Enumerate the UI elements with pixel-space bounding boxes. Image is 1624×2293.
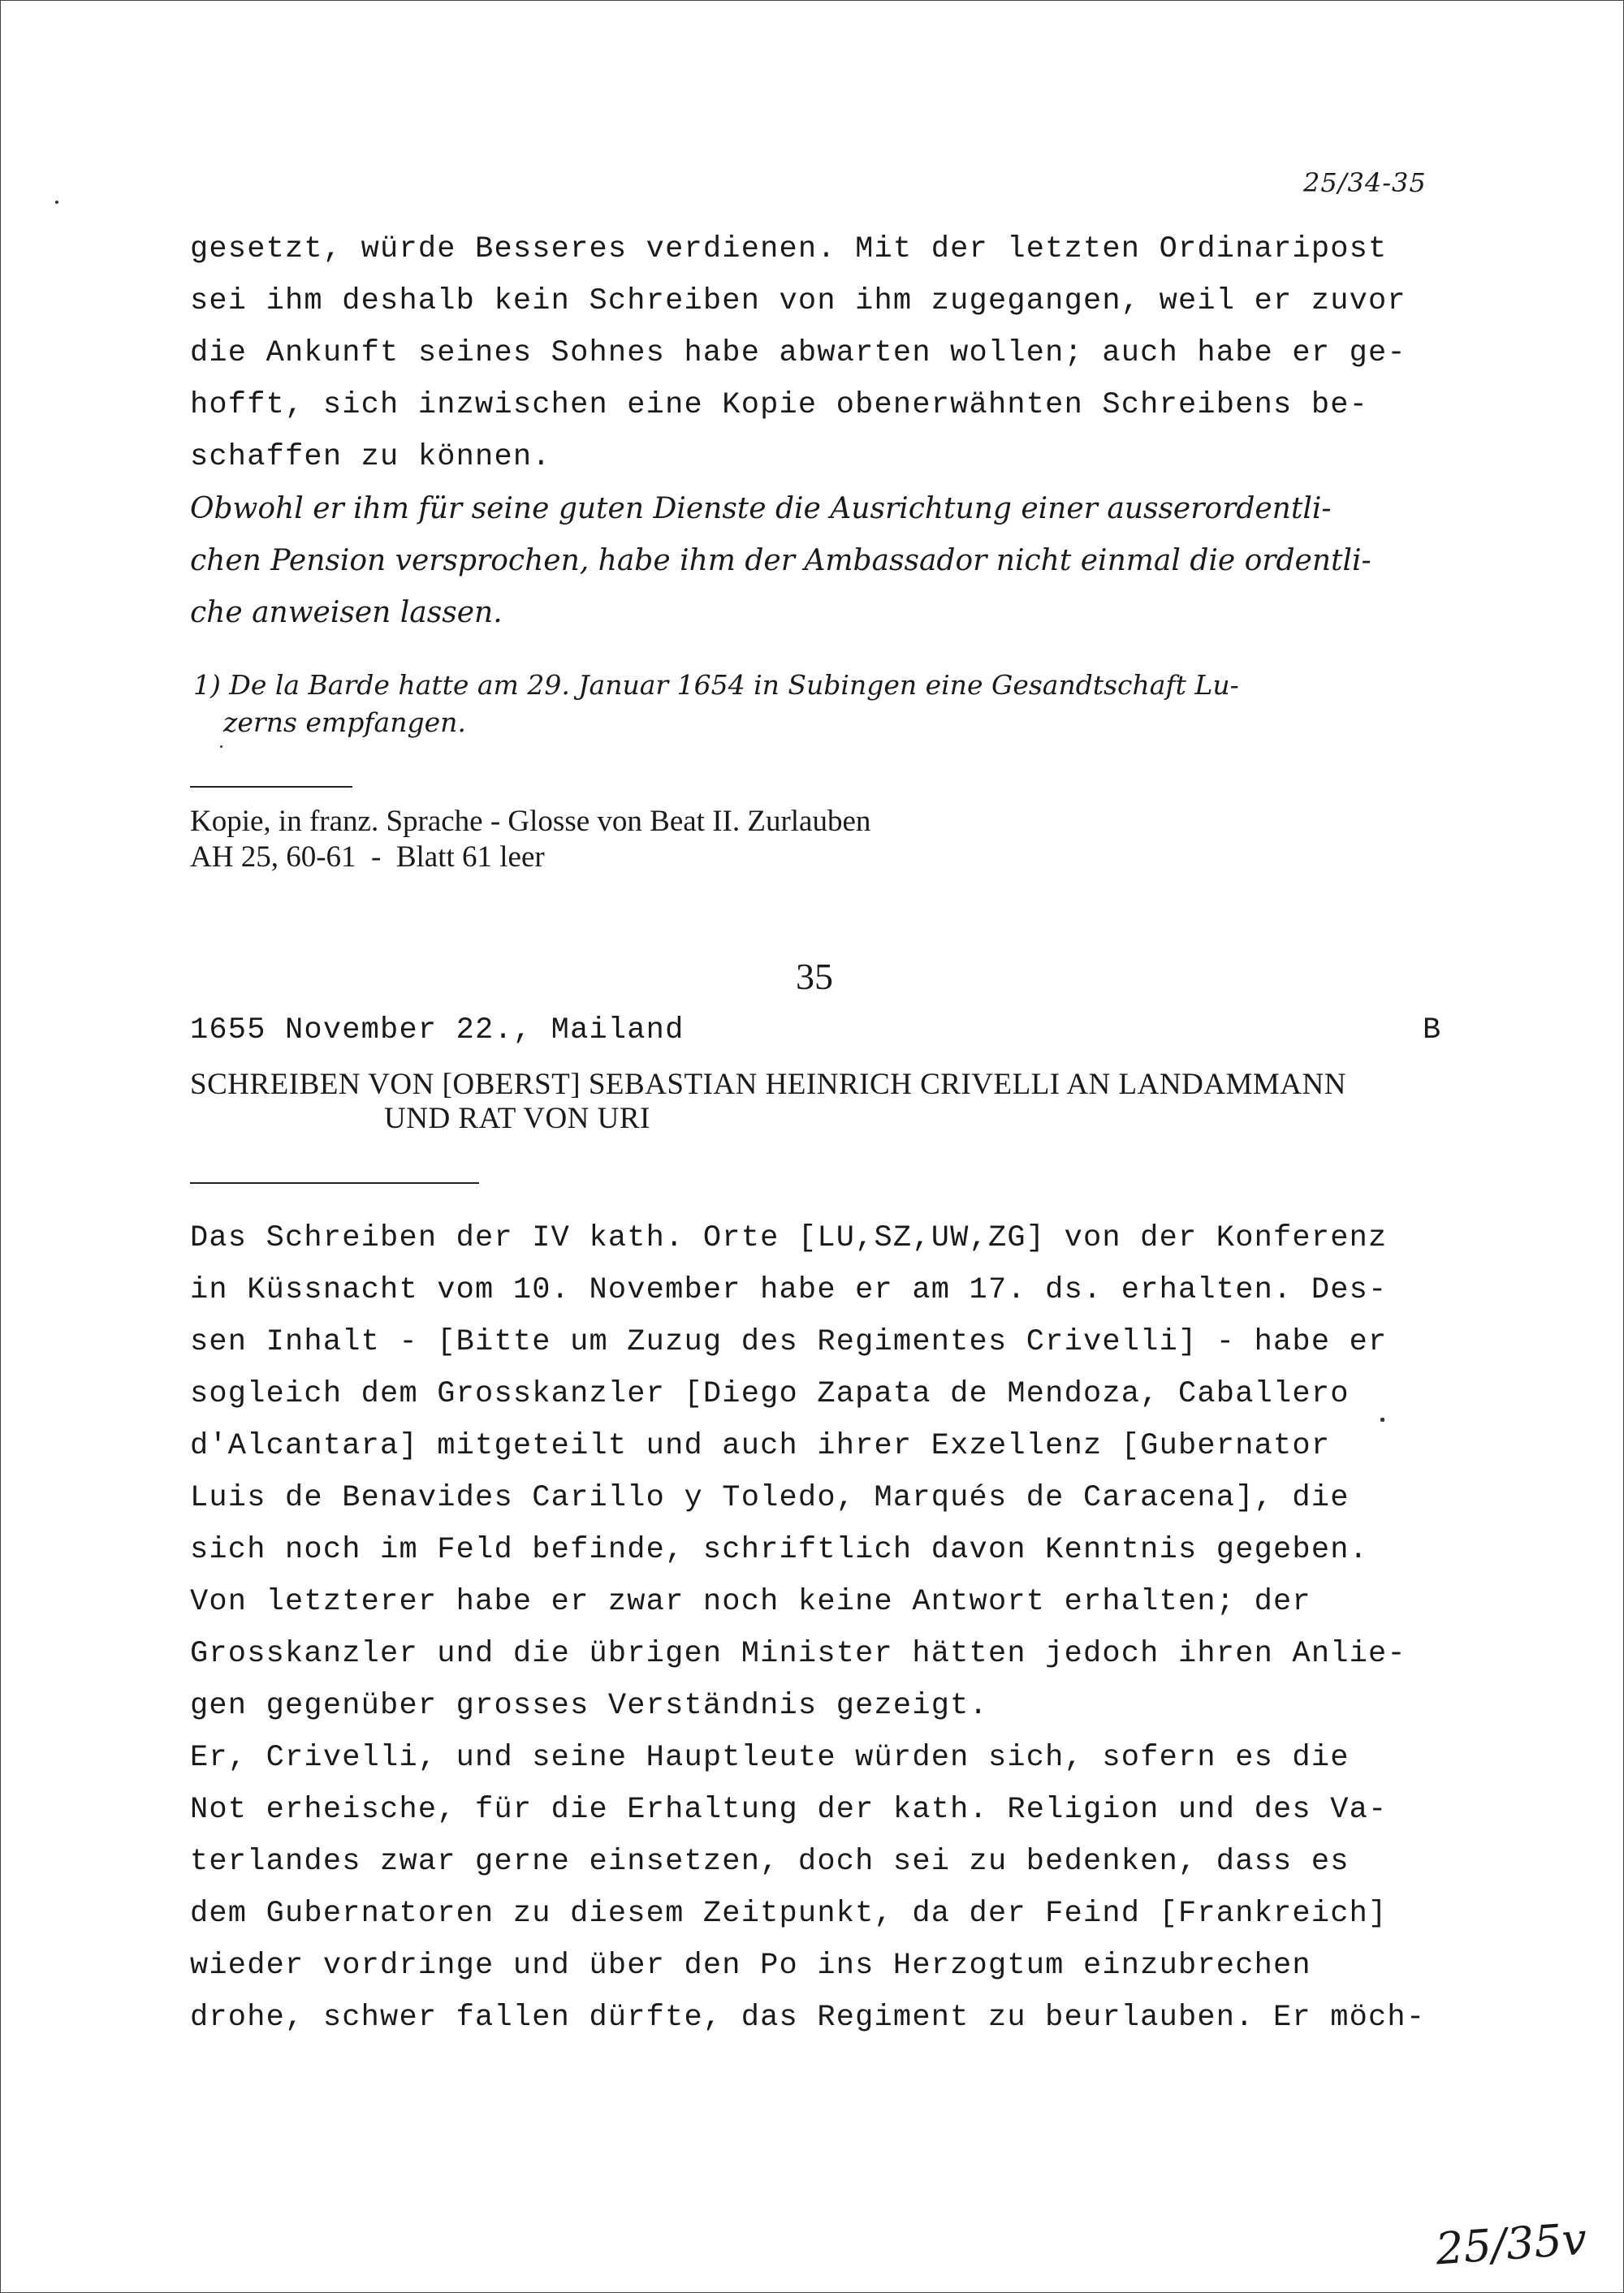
text-line: gen gegenüber grosses Verständnis gezeigt. xyxy=(190,1689,988,1723)
text-line: schaffen zu können. xyxy=(190,440,551,474)
footnote-line: zerns empfangen. xyxy=(223,706,466,738)
text-line: wieder vordringe und über den Po ins Herzogtum einzubrechen xyxy=(190,1949,1311,1983)
text-line: in Küssnacht vom 10. November habe er am 17. ds. erhalten. Des- xyxy=(190,1273,1388,1307)
text-line: Not erheische, für die Erhaltung der kath. Religion und des Va- xyxy=(190,1793,1388,1827)
document-code: B xyxy=(1423,1013,1442,1047)
text-line: drohe, schwer fallen dürfte, das Regiment zu beurlauben. Er möch- xyxy=(190,2001,1426,2035)
text-line: Das Schreiben der IV kath. Orte [LU,SZ,UW,ZG] von der Konferenz xyxy=(190,1221,1388,1255)
margin-speck xyxy=(55,201,58,204)
text-line: sogleich dem Grosskanzler [Diego Zapata de Mendoza, Caballero xyxy=(190,1377,1350,1411)
italic-line: Obwohl er ihm für seine guten Dienste die Ausrichtung einer ausserordentli- xyxy=(190,492,1332,525)
source-line: AH 25, 60-61 - Blatt 61 leer xyxy=(190,840,545,874)
handwritten-page-reference: 25/35v xyxy=(1434,2213,1589,2275)
document-number: 35 xyxy=(796,956,833,997)
text-line: sei ihm deshalb kein Schreiben von ihm zugegangen, weil er zuvor xyxy=(190,284,1406,318)
date-place: 1655 November 22., Mailand xyxy=(190,1013,685,1047)
text-line: gesetzt, würde Besseres verdienen. Mit der letzten Ordinaripost xyxy=(190,232,1388,266)
text-line: Luis de Benavides Carillo y Toledo, Marqués de Caracena], die xyxy=(190,1481,1350,1515)
speck xyxy=(1380,1418,1384,1422)
text-line: dem Gubernatoren zu diesem Zeitpunkt, da der Feind [Frankreich] xyxy=(190,1897,1388,1931)
text-line: Von letzterer habe er zwar noch keine Antwort erhalten; der xyxy=(190,1585,1311,1619)
footnote-line: 1) De la Barde hatte am 29. Januar 1654 in Subingen eine Gesandtschaft Lu- xyxy=(193,669,1239,701)
text-line: terlandes zwar gerne einsetzen, doch sei zu bedenken, dass es xyxy=(190,1845,1350,1879)
text-line: sen Inhalt - [Bitte um Zuzug des Regimentes Crivelli] - habe er xyxy=(190,1325,1388,1359)
separator-rule xyxy=(190,786,352,788)
source-line: Kopie, in franz. Sprache - Glosse von Beat II. Zurlauben xyxy=(190,805,871,838)
text-line: sich noch im Feld befinde, schriftlich davon Kenntnis gegeben. xyxy=(190,1533,1369,1567)
text-line: die Ankunft seines Sohnes habe abwarten wollen; auch habe er ge- xyxy=(190,336,1406,370)
speck xyxy=(220,745,222,748)
text-line: Er, Crivelli, und seine Hauptleute würden sich, sofern es die xyxy=(190,1741,1350,1775)
separator-rule xyxy=(190,1182,479,1184)
page-reference: 25/34-35 xyxy=(1303,167,1427,198)
text-line: hofft, sich inzwischen eine Kopie obenerwähnten Schreibens be- xyxy=(190,388,1369,422)
document-title: SCHREIBEN VON [OBERST] SEBASTIAN HEINRICH CRIVELLI AN LANDAMMANN xyxy=(190,1068,1346,1101)
italic-line: chen Pension versprochen, habe ihm der Ambassador nicht einmal die ordentli- xyxy=(190,544,1371,577)
text-line: Grosskanzler und die übrigen Minister hätten jedoch ihren Anlie- xyxy=(190,1637,1406,1671)
text-line: d'Alcantara] mitgeteilt und auch ihrer Exzellenz [Gubernator xyxy=(190,1429,1331,1463)
italic-line: che anweisen lassen. xyxy=(190,596,503,629)
document-title-cont: UND RAT VON URI xyxy=(384,1102,650,1135)
